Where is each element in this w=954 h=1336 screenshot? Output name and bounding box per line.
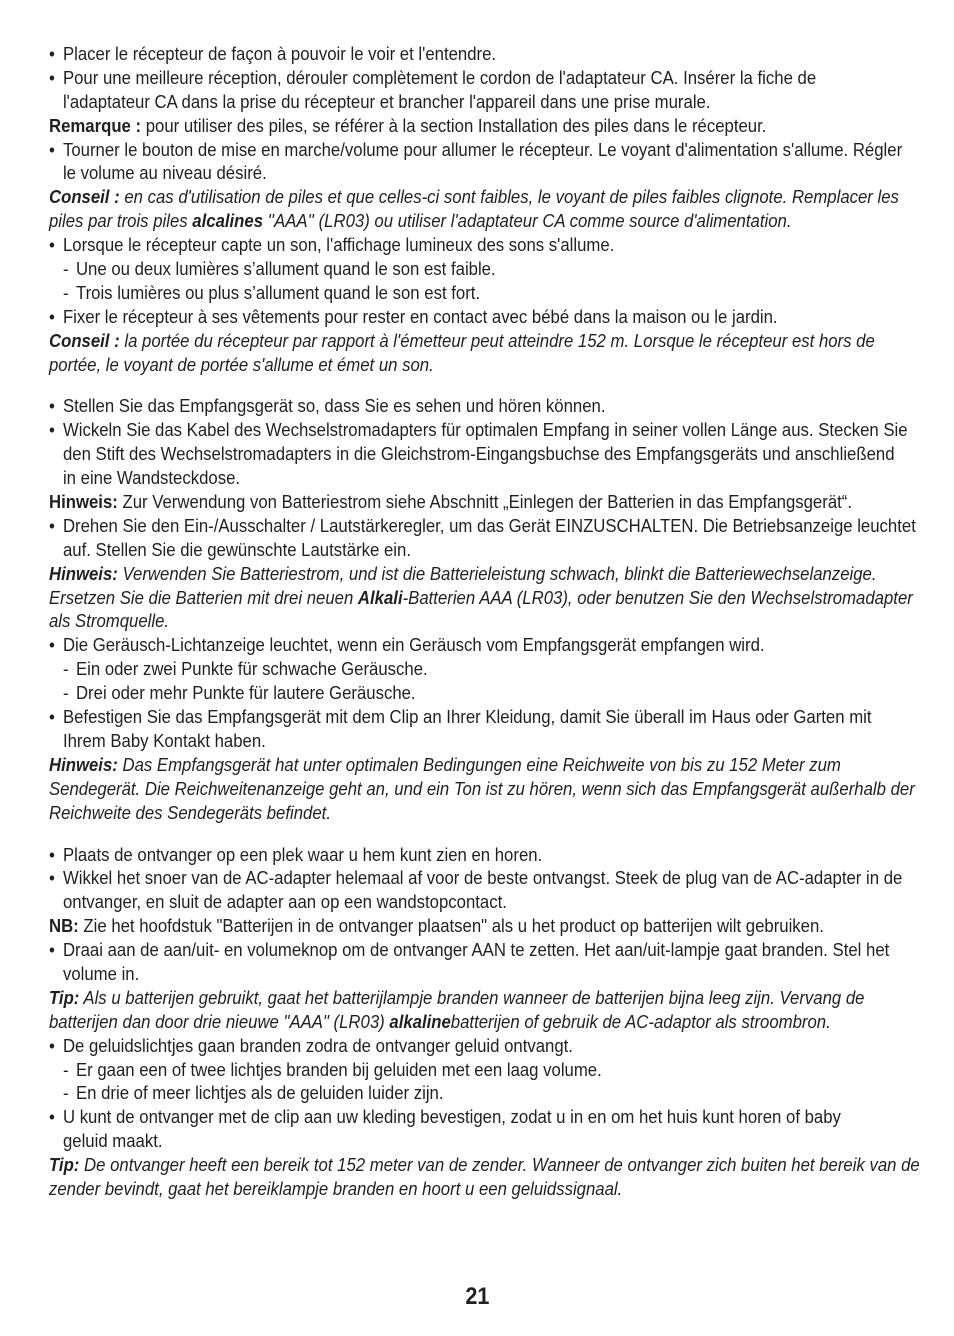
sub-item bbox=[49, 658, 905, 682]
tip-line bbox=[49, 1011, 905, 1035]
tip-text: batterijen dan door drie nieuwe "AAA" (LR03) bbox=[49, 1011, 390, 1032]
bullet-text: Stellen Sie das Empfangsgerät so, dass Sie es sehen und hören können. bbox=[62, 396, 606, 417]
tip-line bbox=[49, 563, 905, 587]
tip-text: -Batterien AAA (LR03), oder benutzen Sie den Wechselstromadapter bbox=[402, 587, 913, 608]
sub-item bbox=[49, 1059, 905, 1083]
bullet-text: Drehen Sie den Ein-/Ausschalter / Lautstärkeregler, um das Gerät EINZUSCHALTEN. Die Betriebsanzeige leuchtet bbox=[62, 515, 916, 536]
tip-text: Das Empfangsgerät hat unter optimalen Bedingungen eine Reichweite von bis zu 152 Meter zum bbox=[117, 754, 841, 775]
dash-marker: - bbox=[62, 282, 69, 303]
bullet-line bbox=[49, 1035, 905, 1059]
sub-item-text: Er gaan een of twee lichtjes branden bij geluiden met een laag volume. bbox=[75, 1059, 602, 1080]
tip-line bbox=[49, 587, 913, 611]
tip-text: De ontvanger heeft een bereik tot 152 meter van de zender. Wanneer de ontvanger zich buiten het bereik van de bbox=[79, 1155, 920, 1176]
tip-label: Conseil : bbox=[49, 330, 120, 351]
bullet-line bbox=[49, 139, 905, 163]
bullet-text: Tourner le bouton de mise en marche/volume pour allumer le récepteur. Le voyant d'alimentation s'allume. Régler bbox=[62, 139, 903, 160]
note-line bbox=[49, 491, 905, 515]
tip-block bbox=[49, 563, 913, 635]
bullet-marker: • bbox=[49, 306, 55, 327]
bullet-line bbox=[49, 419, 908, 443]
note-text: pour utiliser des piles, se référer à la section Installation des piles dans le récepteur. bbox=[141, 115, 767, 136]
bullet-line bbox=[49, 1106, 905, 1130]
tip-text: la portée du récepteur par rapport à l'émetteur peut atteindre 152 m. Lorsque le récepteur est hors de bbox=[119, 330, 875, 351]
page-number-text: 21 bbox=[464, 1283, 490, 1310]
bullet-item bbox=[49, 844, 905, 868]
french-section bbox=[49, 43, 905, 377]
bullet-text-continued: auf. Stellen Sie die gewünschte Lautstärke ein. bbox=[62, 539, 412, 560]
sub-item bbox=[49, 258, 905, 282]
bullet-text: Placer le récepteur de façon à pouvoir le voir et l'entendre. bbox=[62, 44, 497, 64]
bullet-text: De geluidslichtjes gaan branden zodra de ontvanger geluid ontvangt. bbox=[62, 1035, 573, 1056]
dash-marker: - bbox=[62, 259, 69, 280]
sub-item bbox=[49, 1082, 905, 1106]
dutch-section bbox=[49, 844, 920, 1202]
note-label: Hinweis: bbox=[49, 492, 118, 513]
bullet-line bbox=[49, 867, 905, 891]
tip-text: Ersetzen Sie die Batterien mit drei neuen bbox=[49, 587, 358, 608]
bullet-item bbox=[49, 515, 916, 563]
bullet-marker: • bbox=[49, 44, 55, 64]
bullet-marker: • bbox=[49, 1035, 55, 1056]
bullet-item bbox=[49, 634, 905, 706]
dash-marker: - bbox=[62, 659, 69, 680]
tip-text: batterijen of gebruik de AC-adaptor als stroombron. bbox=[450, 1011, 831, 1032]
section-spacer bbox=[49, 826, 905, 844]
bullet-item bbox=[49, 867, 905, 915]
page-number bbox=[0, 1282, 954, 1312]
tip-line bbox=[49, 754, 905, 778]
tip-text: Als u batterijen gebruikt, gaat het batterijlampje branden wanneer de batterijen bijna leeg zijn. Vervang de bbox=[79, 987, 865, 1008]
bullet-text: Wickeln Sie das Kabel des Wechselstromadapters für optimalen Empfang in seiner vollen Länge aus. Stecken Sie bbox=[62, 420, 908, 441]
sub-item-text: Trois lumières ou plus s’allument quand le son est fort. bbox=[75, 282, 481, 303]
bullet-line bbox=[49, 234, 905, 258]
bullet-item bbox=[49, 67, 905, 115]
tip-line bbox=[49, 330, 905, 354]
tip-text: Verwenden Sie Batteriestrom, und ist die Batterieleistung schwach, blinkt die Batteriewechselanzeige. bbox=[117, 563, 877, 584]
bullet-line bbox=[49, 844, 905, 868]
bullet-line bbox=[49, 43, 905, 67]
bullet-item bbox=[49, 419, 908, 491]
sub-item bbox=[49, 682, 905, 706]
tip-line: Reichweite des Sendegeräts befindet. bbox=[49, 802, 331, 823]
bullet-text-continued: Ihrem Baby Kontakt haben. bbox=[62, 730, 266, 751]
tip-line bbox=[49, 210, 905, 234]
tip-block bbox=[49, 186, 905, 234]
bullet-text: Befestigen Sie das Empfangsgerät mit dem Clip an Ihrer Kleidung, damit Sie überall im Haus oder Garten mit bbox=[62, 707, 872, 728]
tip-block bbox=[49, 330, 905, 378]
tip-label: Hinweis: bbox=[49, 754, 118, 775]
german-section bbox=[49, 395, 916, 825]
tip-emphasis: alkaline bbox=[389, 1011, 451, 1032]
bullet-text: U kunt de ontvanger met de clip aan uw kleding bevestigen, zodat u in en om het huis kunt horen of baby bbox=[62, 1107, 841, 1128]
bullet-line bbox=[49, 939, 905, 963]
note-label: Remarque : bbox=[49, 115, 142, 136]
bullet-item bbox=[49, 306, 905, 330]
tip-block bbox=[49, 754, 915, 826]
tip-line: als Stromquelle. bbox=[49, 611, 170, 632]
bullet-line bbox=[49, 634, 905, 658]
bullet-text-continued: volume in. bbox=[62, 963, 140, 984]
bullet-marker: • bbox=[49, 1107, 55, 1128]
bullet-line bbox=[49, 515, 916, 539]
tip-label: Hinweis: bbox=[49, 563, 118, 584]
tip-emphasis: alcalines bbox=[192, 211, 264, 232]
bullet-text-continued: l'adaptateur CA dans la prise du récepteur et brancher l'appareil dans une prise murale. bbox=[62, 91, 711, 112]
dash-marker: - bbox=[62, 1083, 69, 1104]
bullet-line bbox=[49, 67, 905, 91]
section-spacer bbox=[49, 377, 905, 395]
note-text: Zur Verwendung von Batteriestrom siehe Abschnitt „Einlegen der Batterien in das Empfangsgerät“. bbox=[117, 492, 853, 513]
tip-line bbox=[49, 186, 905, 210]
bullet-marker: • bbox=[49, 139, 55, 160]
dash-marker: - bbox=[62, 683, 69, 704]
bullet-marker: • bbox=[49, 707, 55, 728]
bullet-text: Fixer le récepteur à ses vêtements pour rester en contact avec bébé dans la maison ou le jardin. bbox=[62, 306, 778, 327]
bullet-text-continued: geluid maakt. bbox=[62, 1131, 163, 1152]
bullet-item bbox=[49, 234, 905, 306]
bullet-text: Pour une meilleure réception, dérouler complètement le cordon de l'adaptateur CA. Insérer la fiche de bbox=[62, 67, 817, 88]
tip-block bbox=[49, 987, 905, 1035]
bullet-text-continued: den Stift des Wechselstromadapters in die Gleichstrom-Eingangsbuchse des Empfangsgeräts und anschließend bbox=[62, 444, 895, 465]
tip-line bbox=[49, 987, 905, 1011]
bullet-text: Die Geräusch-Lichtanzeige leuchtet, wenn ein Geräusch vom Empfangsgerät empfangen wird. bbox=[62, 635, 765, 656]
bullet-marker: • bbox=[49, 420, 55, 441]
bullet-marker: • bbox=[49, 868, 55, 889]
tip-label: Tip: bbox=[49, 987, 80, 1008]
bullet-text: Lorsque le récepteur capte un son, l'affichage lumineux des sons s'allume. bbox=[62, 235, 615, 256]
bullet-marker: • bbox=[49, 396, 55, 417]
sub-item-text: Ein oder zwei Punkte für schwache Geräusche. bbox=[75, 659, 428, 680]
bullet-item bbox=[49, 1106, 905, 1154]
bullet-text: Plaats de ontvanger op een plek waar u hem kunt zien en horen. bbox=[62, 844, 543, 865]
sub-item-text: En drie of meer lichtjes als de geluiden luider zijn. bbox=[75, 1083, 444, 1104]
tip-label: Tip: bbox=[49, 1155, 80, 1176]
bullet-marker: • bbox=[49, 235, 55, 256]
bullet-marker: • bbox=[49, 844, 55, 865]
bullet-item bbox=[49, 706, 905, 754]
bullet-marker: • bbox=[49, 635, 55, 656]
bullet-line bbox=[49, 306, 905, 330]
note-line bbox=[49, 115, 905, 139]
bullet-text: Draai aan de aan/uit- en volumeknop om de ontvanger AAN te zetten. Het aan/uit-lampje gaat branden. Stel het bbox=[62, 940, 890, 961]
note-label: NB: bbox=[49, 916, 79, 937]
bullet-item bbox=[49, 139, 905, 187]
dash-marker: - bbox=[62, 1059, 69, 1080]
bullet-text: Wikkel het snoer van de AC-adapter helemaal af voor de beste ontvangst. Steek de plug van de AC-adapter in de bbox=[62, 868, 903, 889]
tip-line bbox=[49, 1154, 920, 1178]
bullet-item bbox=[49, 395, 905, 419]
tip-line: zender bevindt, gaat het bereiklampje branden en hoort u een geluidssignaal. bbox=[49, 1178, 623, 1199]
bullet-text-continued: ontvanger, en sluit de adapter aan op een wandstopcontact. bbox=[62, 892, 507, 913]
tip-text: ''AAA'' (LR03) ou utiliser l'adaptateur CA comme source d'alimentation. bbox=[263, 211, 792, 232]
bullet-item bbox=[49, 43, 905, 67]
sub-item-text: Drei oder mehr Punkte für lautere Geräusche. bbox=[75, 683, 416, 704]
bullet-line bbox=[49, 395, 905, 419]
note-line bbox=[49, 915, 905, 939]
tip-label: Conseil : bbox=[49, 187, 120, 208]
tip-emphasis: Alkali bbox=[357, 587, 403, 608]
bullet-marker: • bbox=[49, 515, 55, 536]
tip-line: portée, le voyant de portée s'allume et émet un son. bbox=[49, 354, 434, 375]
bullet-marker: • bbox=[49, 67, 55, 88]
sub-item bbox=[49, 282, 905, 306]
note-text: Zie het hoofdstuk "Batterijen in de ontvanger plaatsen" als u het product op batterijen wilt gebruiken. bbox=[78, 916, 824, 937]
bullet-marker: • bbox=[49, 940, 55, 961]
bullet-item bbox=[49, 939, 905, 987]
bullet-item bbox=[49, 1035, 905, 1107]
page-body bbox=[49, 43, 920, 1202]
tip-text: en cas d'utilisation de piles et que celles-ci sont faibles, le voyant de piles faibles clignote. Remplacer les bbox=[119, 187, 899, 208]
tip-text: piles par trois piles bbox=[49, 211, 193, 232]
sub-item-text: Une ou deux lumières s’allument quand le son est faible. bbox=[75, 259, 496, 280]
bullet-text-continued: le volume au niveau désiré. bbox=[62, 163, 267, 184]
tip-block bbox=[49, 1154, 920, 1202]
bullet-line bbox=[49, 706, 905, 730]
bullet-text-continued: in eine Wandsteckdose. bbox=[62, 468, 241, 489]
tip-line: Sendegerät. Die Reichweitenanzeige geht an, und ein Ton ist zu hören, wenn sich das Empfangsgerät außerhalb der bbox=[49, 778, 915, 799]
